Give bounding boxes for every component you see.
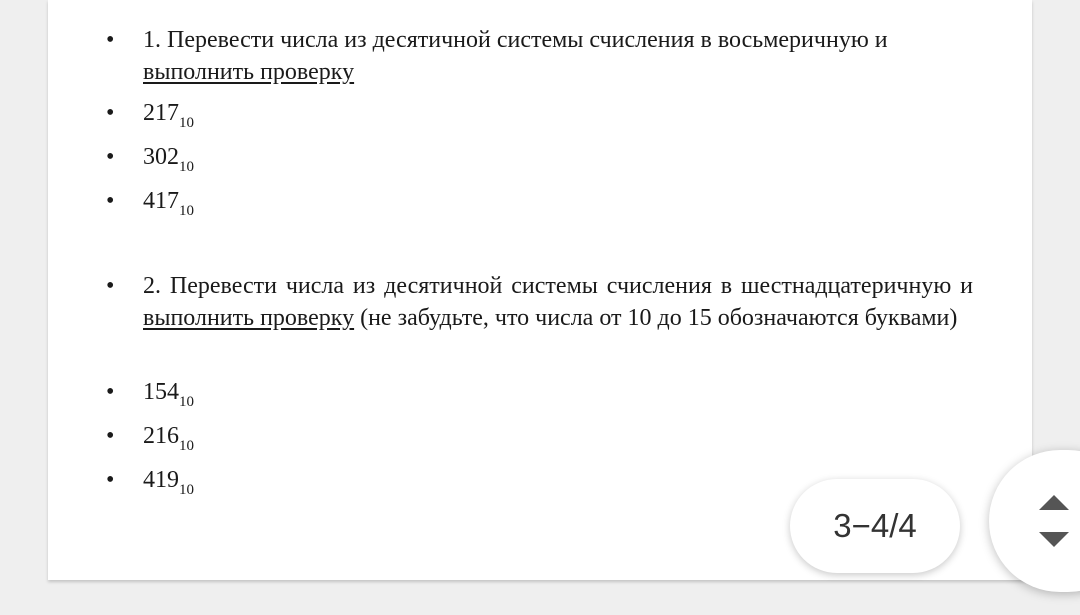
number-value: 417: [143, 188, 179, 214]
number-base: 10: [179, 159, 194, 175]
bullet: •: [106, 144, 115, 170]
number-item: [143, 376, 973, 408]
number-item: [143, 185, 973, 217]
page-indicator: 3−4/4: [790, 479, 960, 573]
scroll-down-icon[interactable]: [1039, 532, 1069, 547]
task-1-check-link[interactable]: выполнить проверку: [143, 59, 355, 85]
task-2-text: [143, 270, 973, 334]
number-base: 10: [179, 482, 194, 498]
bullet: •: [106, 467, 115, 493]
number-item: [143, 420, 973, 452]
number-value: 302: [143, 144, 179, 170]
bullet: •: [106, 379, 115, 405]
bullet: •: [106, 100, 115, 126]
bullet: •: [106, 273, 115, 299]
number-value: 419: [143, 467, 179, 493]
number-value: 217: [143, 100, 179, 126]
task-2-note: (не забудьте, что числа от 10 до 15 обозначаются буквами): [354, 305, 958, 331]
task-2-check-link[interactable]: выполнить проверку: [143, 305, 355, 331]
number-base: 10: [179, 438, 194, 454]
scroll-up-icon[interactable]: [1039, 495, 1069, 510]
number-base: 10: [179, 203, 194, 219]
number-base: 10: [179, 115, 194, 131]
number-item: [143, 97, 973, 129]
number-base: 10: [179, 394, 194, 410]
task-1-instruction: 1. Перевести числа из десятичной системы счисления в восьмеричную и: [143, 27, 888, 53]
task-1-text: [143, 24, 973, 88]
number-item: [143, 141, 973, 173]
bullet: •: [106, 423, 115, 449]
bullet: •: [106, 27, 115, 53]
bullet: •: [106, 188, 115, 214]
number-value: 154: [143, 379, 179, 405]
task-2-instruction: 2. Перевести числа из десятичной системы счисления в шестнадцатеричную и: [143, 273, 973, 299]
number-value: 216: [143, 423, 179, 449]
